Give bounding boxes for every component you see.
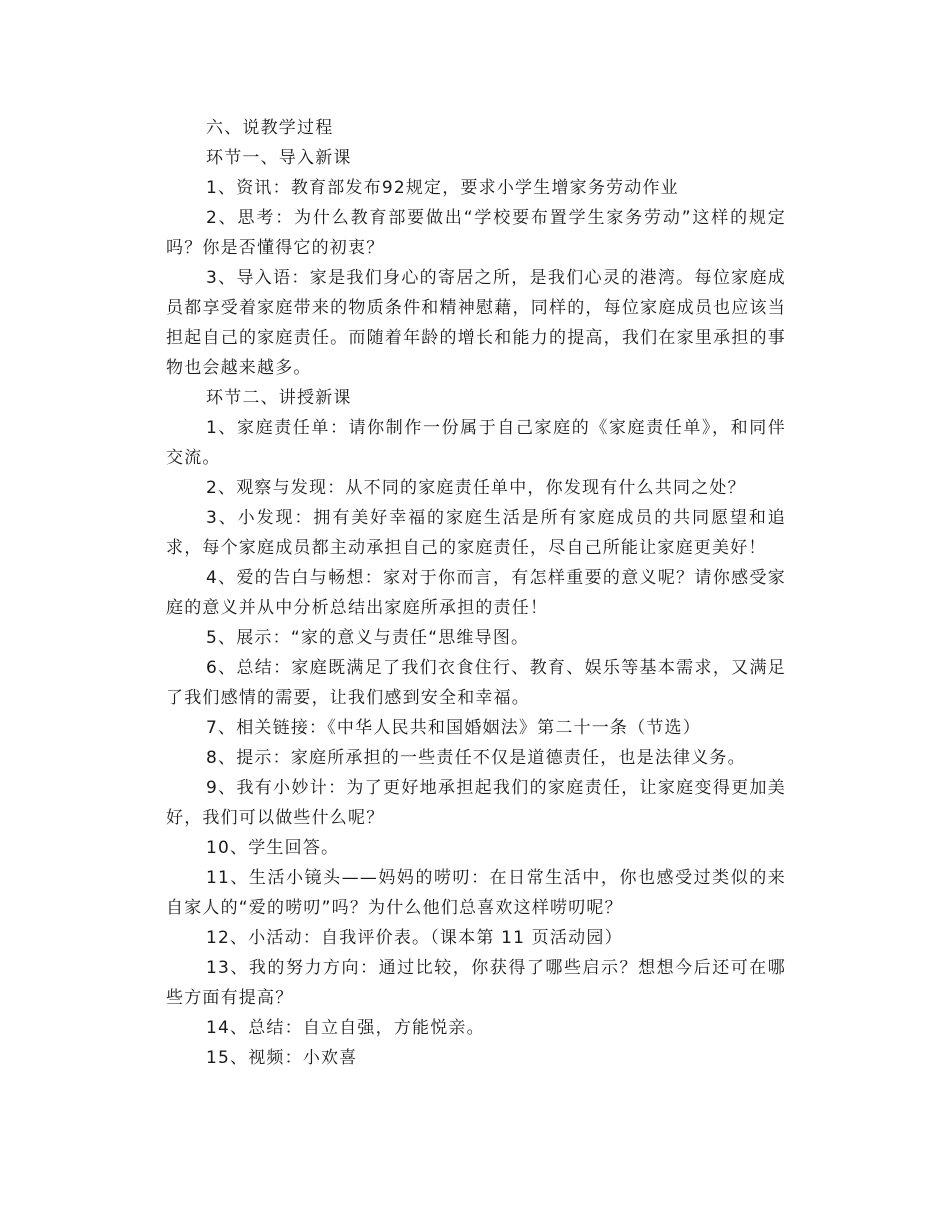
paragraph: 1、资讯：教育部发布92规定，要求小学生增家务劳动作业 [206,178,679,198]
paragraph: 6、总结：家庭既满足了我们衣食住行、教育、娱乐等基本需求，又满足了我们感情的需要，让我们感到安全和幸福。 [166,658,786,708]
paragraph: 9、我有小妙计：为了更好地承担起我们的家庭责任，让家庭变得更加美好，我们可以做些什么呢？ [166,778,786,828]
paragraph: 10、学生回答。 [206,838,340,858]
paragraph: 5、展示：“家的意义与责任“思维导图。 [206,628,530,648]
paragraph: 7、相关链接：《中华人民共和国婚姻法》第二十一条（节选） [206,718,701,738]
paragraph: 2、思考：为什么教育部要做出“学校要布置学生家务劳动”这样的规定吗？你是否懂得它的初衷？ [166,208,786,258]
paragraph: 3、小发现：拥有美好幸福的家庭生活是所有家庭成员的共同愿望和追求，每个家庭成员都主动承担自己的家庭责任，尽自己所能让家庭更美好！ [166,508,786,558]
paragraph: 4、爱的告白与畅想：家对于你而言，有怎样重要的意义呢？请你感受家庭的意义并从中分析总结出家庭所承担的责任！ [166,568,786,618]
subsection-heading: 环节二、讲授新课 [206,388,352,408]
subsection-heading: 环节一、导入新课 [206,148,352,168]
paragraph: 14、总结：自立自强，方能悦亲。 [206,1018,485,1038]
paragraph: 12、小活动：自我评价表。（课本第 11 页活动园） [206,928,623,948]
section-heading: 六、说教学过程 [206,118,334,138]
paragraph: 15、视频：小欢喜 [206,1048,358,1068]
paragraph: 2、观察与发现：从不同的家庭责任单中，你发现有什么共同之处？ [206,478,746,498]
paragraph: 8、提示：家庭所承担的一些责任不仅是道德责任，也是法律义务。 [206,748,746,768]
paragraph: 13、我的努力方向：通过比较，你获得了哪些启示？想想今后还可在哪些方面有提高？ [166,958,786,1008]
document-body [166,113,786,1073]
paragraph: 3、导入语：家是我们身心的寄居之所，是我们心灵的港湾。每位家庭成员都享受着家庭带来的物质条件和精神慰藉，同样的，每位家庭成员也应该当担起自己的家庭责任。而随着年龄的增长和能力的提高，我们在家里承担的事物也会越来越多。 [166,268,786,378]
paragraph: 1、家庭责任单：请你制作一份属于自己家庭的《家庭责任单》，和同伴交流。 [166,418,786,468]
paragraph: 11、生活小镜头——妈妈的唠叨：在日常生活中，你也感受过类似的来自家人的“爱的唠叨”吗？为什么他们总喜欢这样唠叨呢？ [166,868,786,918]
